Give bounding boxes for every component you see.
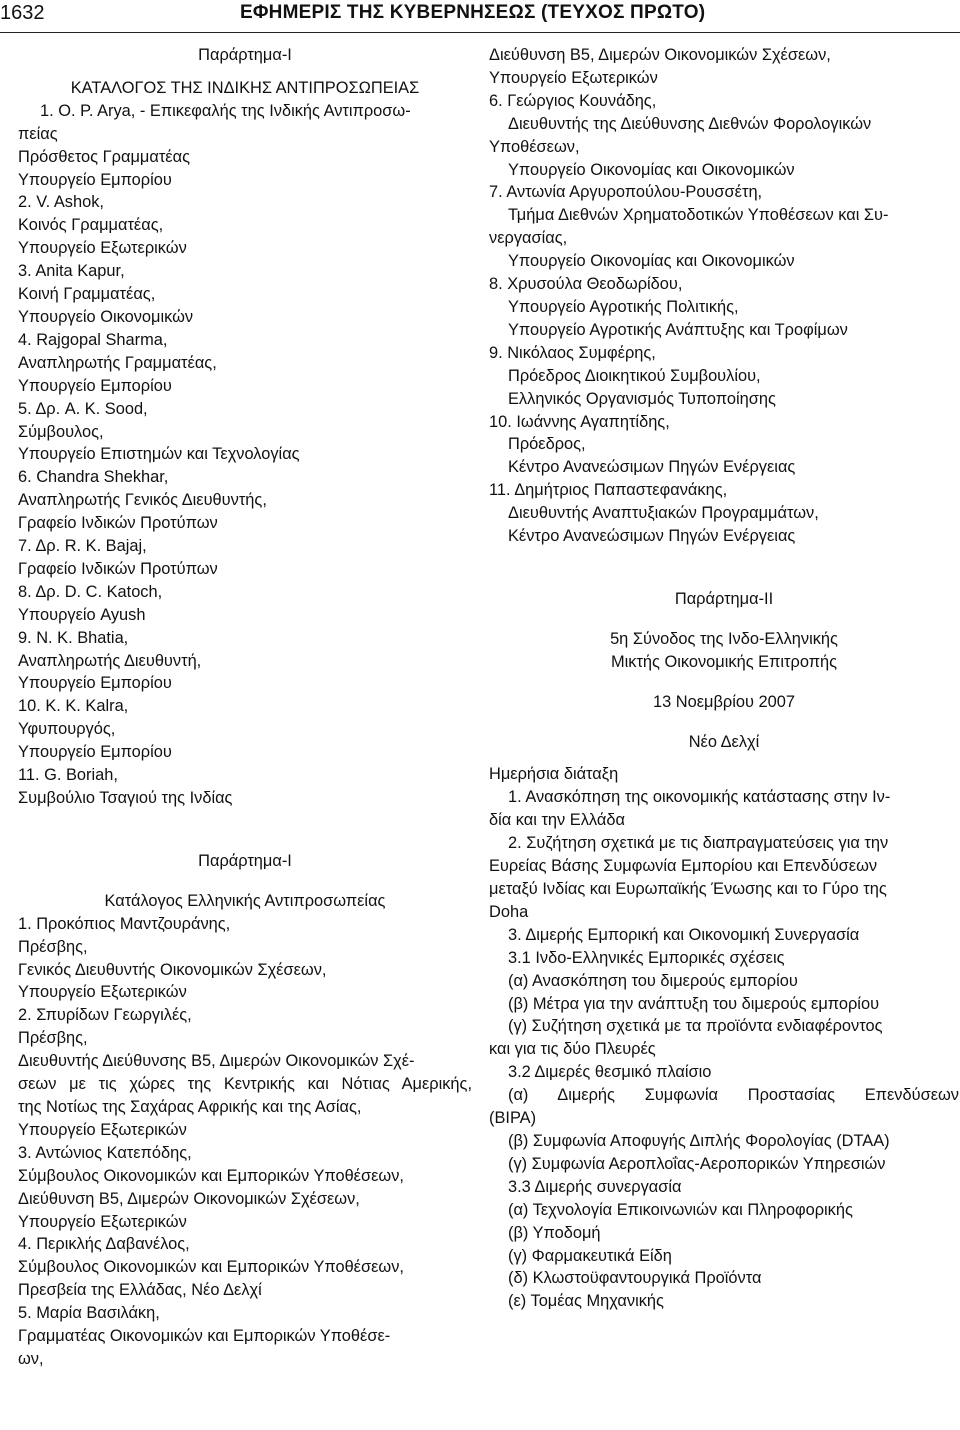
list-line: 5. Μαρία Βασιλάκη, — [18, 1304, 160, 1323]
list-line: πείας — [18, 124, 58, 143]
agenda-line: 2. Συζήτηση σχετικά με τις διαπραγματεύσεις για την — [508, 834, 889, 853]
running-title: ΕΦΗΜΕΡΙΣ ΤΗΣ ΚΥΒΕΡΝΗΣΕΩΣ (ΤΕΥΧΟΣ ΠΡΩΤΟ) — [240, 2, 706, 23]
list-line: Πρεσβεία της Ελλάδας, Νέο Δελχί — [18, 1281, 262, 1300]
list-line: Σύμβουλος Οικονομικών και Εμπορικών Υποθέσεων, — [18, 1258, 404, 1277]
annex-1-title: Παράρτημα-I — [198, 46, 292, 64]
spacer — [18, 810, 472, 850]
list-line: 3. Αντώνιος Κατεπόδης, — [18, 1143, 192, 1162]
list-line: Διεύθυνση Β5, Διμερών Οικονομικών Σχέσεων, — [18, 1189, 360, 1208]
page-number: 1632 — [0, 2, 45, 24]
greek-delegation-title: Κατάλογος Ελληνικής Αντιπροσωπείας — [104, 891, 386, 910]
left-column — [18, 44, 472, 1371]
agenda-title: Ημερήσια διάταξη — [489, 765, 619, 784]
header-rule — [0, 32, 960, 33]
list-line: Υπουργείο Εξωτερικών — [489, 68, 658, 87]
agenda-line: 3.1 Ινδο-Ελληνικές Εμπορικές σχέσεις — [508, 948, 785, 967]
spacer — [489, 753, 959, 763]
list-line: Πρέσβης, — [18, 937, 88, 956]
list-line: Κέντρο Ανανεώσιμων Πηγών Ενέργειας — [508, 458, 796, 477]
list-line: 5. Δρ. A. K. Sood, — [18, 399, 148, 418]
meeting-place: Νέο Δελχί — [688, 732, 760, 751]
list-line: Υπουργείο Αγροτικής Ανάπτυξης και Τροφίμων — [508, 320, 848, 339]
agenda-line: και για τις δύο Πλευρές — [489, 1040, 656, 1059]
agenda-line: (γ) Φαρμακευτικά Είδη — [508, 1246, 672, 1265]
list-line: 8. Δρ. D. C. Katoch, — [18, 582, 163, 601]
list-line: Σύμβουλος, — [18, 422, 104, 441]
spacer — [18, 67, 472, 77]
list-line: Υπουργείο Οικονομίας και Οικονομικών — [508, 252, 795, 271]
list-line: Υπουργείο Επιστημών και Τεχνολογίας — [18, 445, 300, 464]
list-line: Κοινός Γραμματέας, — [18, 216, 164, 235]
list-line: Υπουργείο Εξωτερικών — [18, 239, 187, 258]
agenda-line: 3. Διμερής Εμπορική και Οικονομική Συνεργασία — [508, 925, 860, 944]
list-line: 7. Αντωνία Αργυροπούλου-Ρουσσέτη, — [489, 183, 763, 202]
spacer — [489, 674, 959, 691]
list-line: σεων με τις χώρες της Κεντρικής και Νότιας Αμερικής, — [18, 1075, 472, 1094]
list-line: Κοινή Γραμματέας, — [18, 285, 156, 304]
agenda-line: 1. Ανασκόπηση της οικονομικής κατάστασης στην Ιν- — [508, 788, 891, 807]
list-line: νεργασίας, — [489, 229, 568, 248]
session-title-line: 5η Σύνοδος της Ινδο-Ελληνικής — [610, 629, 838, 648]
list-line: Γραφείο Ινδικών Προτύπων — [18, 559, 218, 578]
list-line: Διευθυντής Διεύθυνσης Β5, Διμερών Οικονομικών Σχέ- — [18, 1052, 415, 1071]
spacer — [489, 611, 959, 628]
list-line: ων, — [18, 1349, 44, 1368]
list-line: Υπουργείο Ayush — [18, 605, 146, 624]
list-line: 11. G. Boriah, — [18, 766, 118, 785]
list-line: Υπουργείο Εξωτερικών — [18, 1120, 187, 1139]
indian-delegation-list — [18, 100, 472, 810]
list-line: Γραμματέας Οικονομικών και Εμπορικών Υποθέσε- — [18, 1327, 391, 1346]
list-line: 3. Anita Kapur, — [18, 262, 125, 281]
list-line: Πρόεδρος Διοικητικού Συμβουλίου, — [508, 366, 761, 385]
greek-delegation-list — [18, 913, 472, 1371]
list-line: 11. Δημήτριος Παπαστεφανάκης, — [489, 481, 728, 500]
list-line: 9. Νικόλαος Συμφέρης, — [489, 343, 656, 362]
session-title-line: Μικτής Οικονομικής Επιτροπής — [610, 652, 838, 671]
right-column — [489, 44, 959, 1313]
list-line: Υποθέσεων, — [489, 137, 580, 156]
list-line: 10. Ιωάννης Αγαπητίδης, — [489, 412, 670, 431]
agenda-line: (α) Ανασκόπηση του διμερούς εμπορίου — [508, 971, 798, 990]
spacer — [489, 548, 959, 588]
list-line: Αναπληρωτής Γραμματέας, — [18, 353, 217, 372]
list-line: Κέντρο Ανανεώσιμων Πηγών Ενέργειας — [508, 527, 796, 546]
list-line: Υπουργείο Εξωτερικών — [18, 1212, 187, 1231]
list-line: Υπουργείο Εξωτερικών — [18, 983, 187, 1002]
indian-delegation-title: ΚΑΤΑΛΟΓΟΣ ΤΗΣ ΙΝΔΙΚΗΣ ΑΝΤΙΠΡΟΣΩΠΕΙΑΣ — [70, 78, 420, 97]
agenda-line: (δ) Κλωστοϋφαντουργικά Προϊόντα — [508, 1269, 762, 1288]
list-line: Τμήμα Διεθνών Χρηματοδοτικών Υποθέσεων και Συ- — [508, 206, 889, 225]
list-line: Υπουργείο Οικονομίας και Οικονομικών — [508, 160, 795, 179]
list-line: Υπουργείο Εμπορίου — [18, 674, 172, 693]
annex-1b-title: Παράρτημα-I — [198, 851, 292, 870]
agenda-line: (γ) Συμφωνία Αεροπλοΐας-Αεροπορικών Υπηρεσιών — [508, 1154, 886, 1173]
list-line: Πρέσβης, — [18, 1029, 88, 1048]
agenda-line: μεταξύ Ινδίας και Ευρωπαϊκής Ένωσης και το Γύρο της — [489, 880, 887, 898]
list-line: Διευθυντής Αναπτυξιακών Προγραμμάτων, — [508, 504, 819, 523]
list-line: Πρόεδρος, — [508, 435, 586, 454]
list-line: Γραφείο Ινδικών Προτύπων — [18, 514, 218, 533]
list-line: Υπουργείο Εμπορίου — [18, 376, 172, 395]
agenda-line: Ευρείας Βάσης Συμφωνία Εμπορίου και Επενδύσεων — [489, 857, 878, 876]
list-line: Γενικός Διευθυντής Οικονομικών Σχέσεων, — [18, 960, 327, 979]
list-line: Σύμβουλος Οικονομικών και Εμπορικών Υποθέσεων, — [18, 1166, 404, 1185]
list-line: της Νοτίως της Σαχάρας Αφρικής και της Ασίας, — [18, 1097, 362, 1116]
list-line: Υπουργείο Εμπορίου — [18, 743, 172, 762]
agenda-line: Doha — [489, 902, 529, 921]
list-line: 2. V. Ashok, — [18, 193, 104, 212]
list-line: Διεύθυνση Β5, Διμερών Οικονομικών Σχέσεων, — [489, 46, 831, 64]
list-line: 4. Περικλής Δαβανέλος, — [18, 1235, 190, 1254]
list-line: Συμβούλιο Τσαγιού της Ινδίας — [18, 789, 233, 807]
agenda-line: (α) Διμερής Συμφωνία Προστασίας Επενδύσεων — [508, 1086, 959, 1105]
agenda-line: (β) Μέτρα για την ανάπτυξη του διμερούς εμπορίου — [508, 994, 880, 1013]
list-line: 1. O. P. Arya, - Επικεφαλής της Ινδικής Αντιπροσω- — [40, 101, 411, 120]
list-line: Υπουργείο Αγροτικής Πολιτικής, — [508, 297, 739, 316]
list-line: Πρόσθετος Γραμματέας — [18, 147, 190, 166]
agenda-line: (α) Τεχνολογία Επικοινωνιών και Πληροφορικής — [508, 1200, 853, 1219]
list-line: Ελληνικός Οργανισμός Τυποποίησης — [508, 389, 776, 408]
list-line: 7. Δρ. R. K. Bajaj, — [18, 537, 147, 556]
agenda-line: (β) Υποδομή — [508, 1223, 601, 1242]
list-line: Υπουργείο Εμπορίου — [18, 170, 172, 189]
meeting-date: 13 Νοεμβρίου 2007 — [653, 692, 795, 711]
agenda-line: δία και την Ελλάδα — [489, 811, 625, 830]
page-header — [0, 0, 960, 34]
agenda-line: (ε) Τομέας Μηχανικής — [508, 1292, 664, 1311]
agenda-line: 3.3 Διμερής συνεργασία — [508, 1177, 682, 1196]
list-line: Αναπληρωτής Γενικός Διευθυντής, — [18, 491, 267, 510]
list-line: Υφυπουργός, — [18, 720, 116, 739]
list-line: Διευθυντής της Διεύθυνσης Διεθνών Φορολογικών — [508, 114, 872, 133]
spacer — [18, 873, 472, 890]
list-line: 8. Χρυσούλα Θεοδωρίδου, — [489, 275, 683, 294]
list-line: Υπουργείο Οικονομικών — [18, 307, 194, 326]
list-line: 10. K. K. Kalra, — [18, 697, 129, 716]
agenda-line: (β) Συμφωνία Αποφυγής Διπλής Φορολογίας (DTAA) — [508, 1131, 890, 1150]
list-line: 4. Rajgopal Sharma, — [18, 330, 168, 349]
agenda-line: 3.2 Διμερές θεσμικό πλαίσιο — [508, 1063, 712, 1082]
annex-2-title: Παράρτημα-II — [674, 589, 774, 608]
agenda-list — [489, 786, 959, 1313]
list-line: 1. Προκόπιος Μαντζουράνης, — [18, 914, 231, 933]
list-line: 6. Chandra Shekhar, — [18, 468, 169, 487]
agenda-line: (BIPA) — [489, 1109, 537, 1128]
spacer — [489, 714, 959, 731]
greek-delegation-list-cont — [489, 44, 959, 548]
list-line: Αναπληρωτής Διευθυντή, — [18, 651, 202, 670]
list-line: 9. N. K. Bhatia, — [18, 628, 129, 647]
list-line: 2. Σπυρίδων Γεωργιλές, — [18, 1006, 192, 1025]
agenda-line: (γ) Συζήτηση σχετικά με τα προϊόντα ενδιαφέροντος — [508, 1017, 883, 1036]
list-line: 6. Γεώργιος Κουνάδης, — [489, 91, 657, 110]
